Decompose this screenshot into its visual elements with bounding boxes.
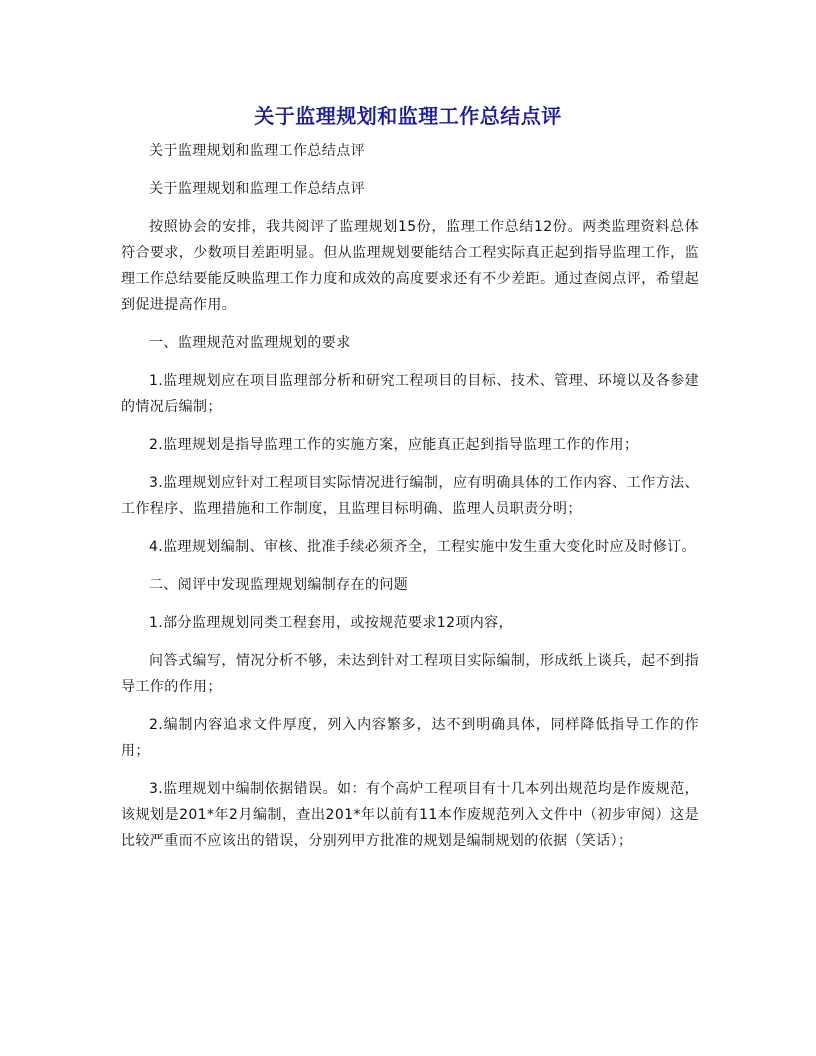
paragraph-subtitle-1: 关于监理规划和监理工作总结点评 [149,143,365,159]
document-title: 关于监理规划和监理工作总结点评 [254,104,562,128]
problem-item-1: 1.部分监理规划同类工程套用，或按规范要求12项内容， [149,615,513,631]
paragraph-intro: 按照协会的安排，我共阅评了监理规划15份，监理工作总结12份。两类监理资料总体符合要求，少数项目差距明显。但从监理规划要能结合工程实际真正起到指导监理工作，监理工作总结要能反映监理工作力度和成效的高度要求还有不少差距。通过查阅点评，希望起到促进提高作用。 [121,219,699,313]
document-body [121,138,699,866]
requirement-item-1: 1.监理规划应在项目监理部分析和研究工程项目的目标、技术、管理、环境以及各参建的情况后编制； [121,373,699,415]
section-heading-2: 二、阅评中发现监理规划编制存在的问题 [149,577,409,593]
requirement-item-3: 3.监理规划应针对工程项目实际情况进行编制，应有明确具体的工作内容、工作方法、工作程序、监理措施和工作制度，且监理目标明确、监理人员职责分明； [121,475,699,517]
problem-item-1-continued: 问答式编写，情况分析不够，未达到针对工程项目实际编制，形成纸上谈兵，起不到指导工作的作用； [121,653,699,695]
problem-item-3: 3.监理规划中编制依据错误。如：有个高炉工程项目有十几本列出规范均是作废规范，该规划是201*年2月编制，查出201*年以前有11本作废规范列入文件中（初步审阅）这是比较严重而不应该出的错误，分别列甲方批准的规划是编制规划的依据（笑话）； [121,781,699,849]
requirement-item-2: 2.监理规划是指导监理工作的实施方案，应能真正起到指导监理工作的作用； [149,437,639,453]
requirement-item-4: 4.监理规划编制、审核、批准手续必须齐全，工程实施中发生重大变化时应及时修订。 [149,539,696,555]
section-heading-1: 一、监理规范对监理规划的要求 [149,335,351,351]
paragraph-subtitle-2: 关于监理规划和监理工作总结点评 [149,181,365,197]
problem-item-2: 2.编制内容追求文件厚度，列入内容繁多，达不到明确具体，同样降低指导工作的作用； [121,717,699,759]
